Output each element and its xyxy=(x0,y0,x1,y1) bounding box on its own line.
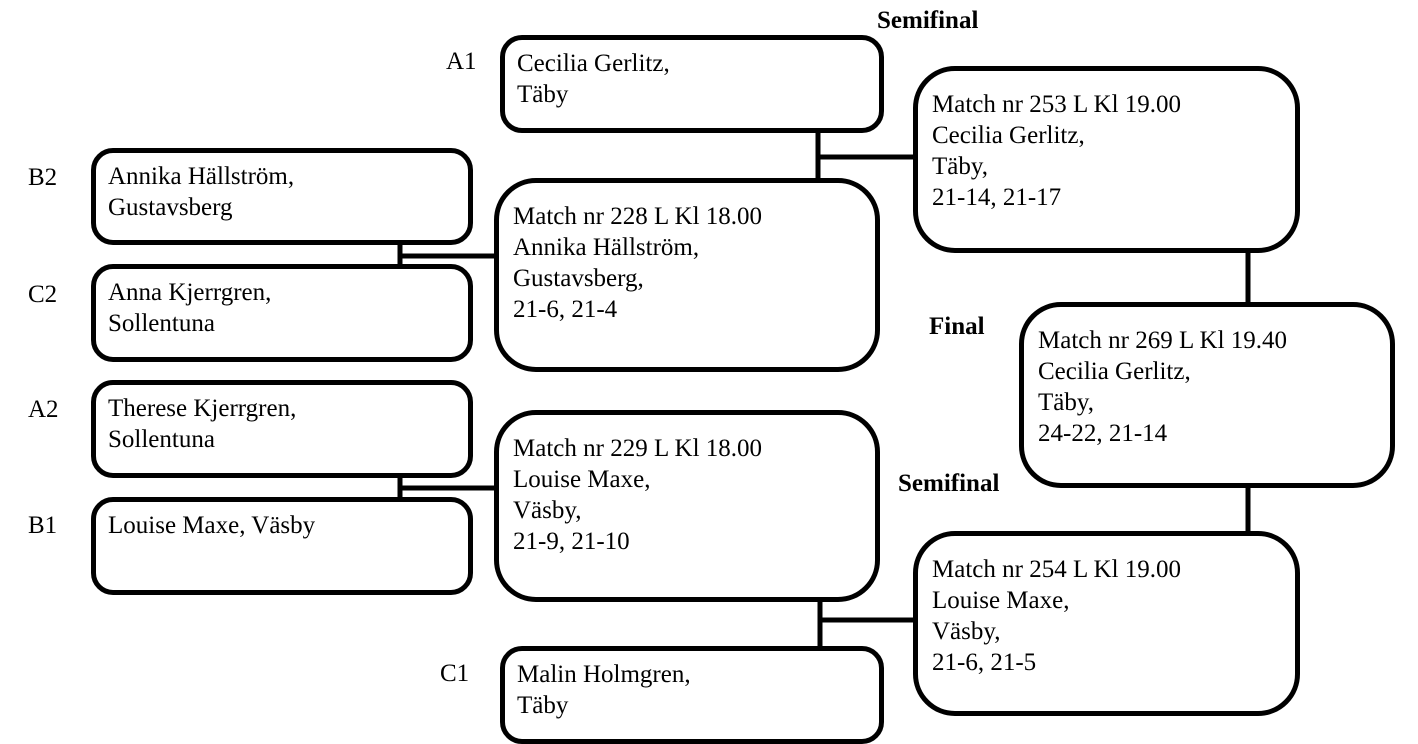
final-heading: Final xyxy=(929,313,985,340)
match-header: Match nr 269 L Kl 19.40 xyxy=(1038,327,1288,354)
semifinal-top-heading: Semifinal xyxy=(877,7,979,34)
match-winner-club: Gustavsberg, xyxy=(513,265,644,292)
player-club: Täby xyxy=(517,692,569,719)
match-score: 21-9, 21-10 xyxy=(513,528,630,555)
semifinal-bottom-heading: Semifinal xyxy=(898,470,1000,497)
match-winner-name: Louise Maxe, xyxy=(513,466,651,493)
seed-label-b1: B1 xyxy=(28,512,58,539)
player-box-a2 xyxy=(91,380,473,478)
match-header: Match nr 229 L Kl 18.00 xyxy=(513,435,763,462)
match-header: Match nr 228 L Kl 18.00 xyxy=(513,203,763,230)
match-winner-club: Täby, xyxy=(1038,389,1094,416)
player-club: Sollentuna xyxy=(108,310,215,337)
player-name: Cecilia Gerlitz, xyxy=(517,50,670,77)
match-winner-name: Cecilia Gerlitz, xyxy=(1038,358,1191,385)
player-club: Gustavsberg xyxy=(108,194,233,221)
match-winner-club: Väsby, xyxy=(513,497,582,524)
match-winner-name: Cecilia Gerlitz, xyxy=(932,122,1085,149)
player-name: Louise Maxe, Väsby xyxy=(108,512,316,539)
player-box-b1 xyxy=(91,497,473,595)
player-box-b2 xyxy=(91,148,473,245)
match-box-229 xyxy=(494,410,880,602)
match-box-269 xyxy=(1019,302,1395,488)
match-score: 21-6, 21-4 xyxy=(513,296,618,323)
seed-label-c2: C2 xyxy=(28,281,58,308)
seed-label-a1: A1 xyxy=(446,48,477,75)
match-winner-club: Väsby, xyxy=(932,618,1001,645)
player-club: Sollentuna xyxy=(108,426,215,453)
player-name: Therese Kjerrgren, xyxy=(108,395,297,422)
match-score: 21-14, 21-17 xyxy=(932,184,1062,211)
match-box-254 xyxy=(913,531,1300,716)
match-box-253 xyxy=(913,66,1300,253)
match-score: 21-6, 21-5 xyxy=(932,649,1037,676)
player-name: Annika Hällström, xyxy=(108,163,295,190)
seed-label-b2: B2 xyxy=(28,164,58,191)
match-header: Match nr 253 L Kl 19.00 xyxy=(932,91,1182,118)
match-score: 24-22, 21-14 xyxy=(1038,420,1168,447)
player-box-a1 xyxy=(500,35,884,133)
seed-label-a2: A2 xyxy=(28,396,59,423)
seed-label-c1: C1 xyxy=(440,660,470,687)
player-box-c1 xyxy=(500,646,884,744)
player-name: Anna Kjerrgren, xyxy=(108,279,272,306)
match-winner-club: Täby, xyxy=(932,153,988,180)
match-winner-name: Annika Hällström, xyxy=(513,234,700,261)
player-box-c2 xyxy=(91,264,473,362)
match-box-228 xyxy=(494,178,880,372)
player-club: Täby xyxy=(517,81,569,108)
match-winner-name: Louise Maxe, xyxy=(932,587,1070,614)
match-header: Match nr 254 L Kl 19.00 xyxy=(932,556,1182,583)
player-name: Malin Holmgren, xyxy=(517,661,691,688)
